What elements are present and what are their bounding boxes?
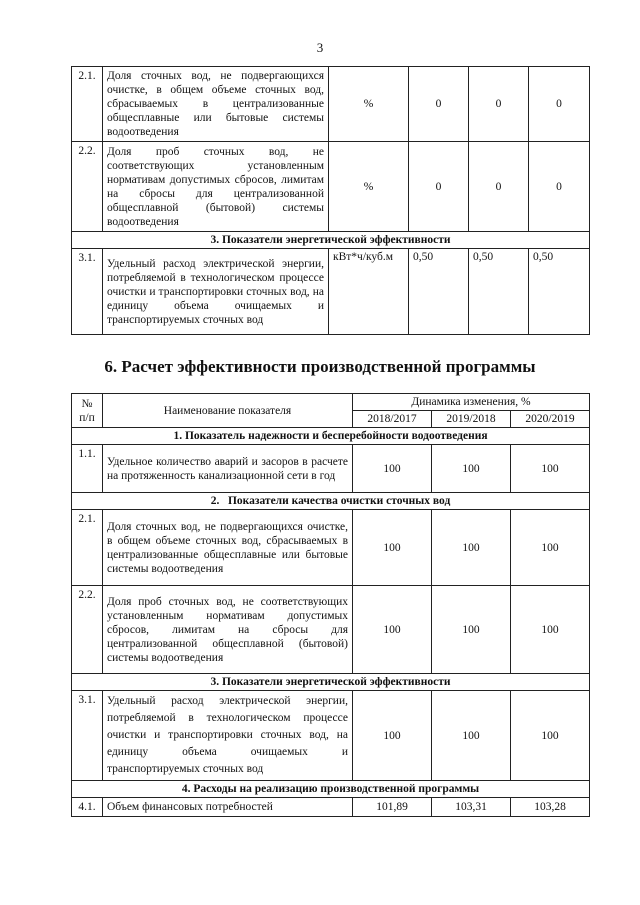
value-cell: 100 bbox=[353, 586, 432, 674]
value-cell: 100 bbox=[511, 691, 590, 781]
value-cell: 100 bbox=[432, 691, 511, 781]
value-cell: 0 bbox=[469, 67, 529, 142]
value-cell: 103,31 bbox=[432, 798, 511, 817]
year-header: 2019/2018 bbox=[432, 411, 511, 428]
indicator-name: Удельное количество аварий и засоров в расчете на протяженность канализационной сети в год bbox=[103, 445, 353, 493]
section-row bbox=[72, 493, 590, 510]
row-number: 3.1. bbox=[72, 249, 103, 335]
value-cell: 0 bbox=[529, 67, 590, 142]
table-row bbox=[72, 249, 590, 335]
value-cell: 0,50 bbox=[529, 249, 590, 335]
table-row bbox=[72, 445, 590, 493]
num-header-line2: п/п bbox=[79, 411, 95, 424]
year-header: 2018/2017 bbox=[353, 411, 432, 428]
value-cell: 100 bbox=[511, 445, 590, 493]
row-number: 2.1. bbox=[72, 510, 103, 586]
value-cell: 100 bbox=[432, 510, 511, 586]
value-cell: 0,50 bbox=[469, 249, 529, 335]
table-row bbox=[72, 67, 590, 142]
section-row bbox=[72, 428, 590, 445]
indicator-name: Доля проб сточных вод, не соответствующих установленным нормативам допустимых сбросов, лимитам на сбросы для централизованной общесплавной (бытовой) системы водоотведения bbox=[103, 142, 329, 232]
row-number: 2.2. bbox=[72, 142, 103, 232]
table-row bbox=[72, 691, 590, 781]
section-title: 3. Показатели энергетической эффективности bbox=[72, 232, 590, 249]
indicator-name: Удельный расход электрической энергии, потребляемой в технологическом процессе очистки и транспортировки сточных вод, на единицу объема очищаемых и транспортируемых сточных вод bbox=[103, 249, 329, 335]
row-number: 4.1. bbox=[72, 798, 103, 817]
section-title: 2. Показатели качества очистки сточных вод bbox=[72, 493, 590, 510]
value-cell: 0 bbox=[409, 142, 469, 232]
page-number: 3 bbox=[316, 40, 324, 55]
unit-cell: % bbox=[329, 142, 409, 232]
value-cell: 100 bbox=[511, 510, 590, 586]
value-cell: 0,50 bbox=[409, 249, 469, 335]
table-row bbox=[72, 798, 590, 817]
row-number: 3.1. bbox=[72, 691, 103, 781]
value-cell: 100 bbox=[511, 586, 590, 674]
indicator-name: Доля проб сточных вод, не соответствующих установленным нормативам допустимых сбросов, лимитам на сбросы для централизованной общесплавной (бытовой) системы водоотведения bbox=[103, 586, 353, 674]
section-heading: 6. Расчет эффективности производственной программы bbox=[104, 357, 536, 376]
table-row bbox=[72, 510, 590, 586]
indicator-name: Объем финансовых потребностей bbox=[103, 798, 353, 817]
value-cell: 101,89 bbox=[353, 798, 432, 817]
section-title: 1. Показатель надежности и бесперебойности водоотведения bbox=[72, 428, 590, 445]
indicators-table-continued bbox=[71, 66, 590, 335]
indicator-name: Доля сточных вод, не подвергающихся очистке, в общем объеме сточных вод, сбрасываемых в централизованные общесплавные или бытовые системы водоотведения bbox=[103, 67, 329, 142]
value-cell: 100 bbox=[432, 586, 511, 674]
section-row bbox=[72, 781, 590, 798]
efficiency-table bbox=[71, 393, 590, 817]
value-cell: 0 bbox=[529, 142, 590, 232]
value-cell: 103,28 bbox=[511, 798, 590, 817]
table-row bbox=[72, 586, 590, 674]
row-number: 1.1. bbox=[72, 445, 103, 493]
value-cell: 100 bbox=[432, 445, 511, 493]
value-cell: 100 bbox=[353, 510, 432, 586]
row-number: 2.2. bbox=[72, 586, 103, 674]
unit-cell: % bbox=[329, 67, 409, 142]
section-title: 4. Расходы на реализацию производственной программы bbox=[72, 781, 590, 798]
num-header bbox=[72, 394, 103, 428]
value-cell: 100 bbox=[353, 445, 432, 493]
section-row bbox=[72, 674, 590, 691]
table-row bbox=[72, 142, 590, 232]
indicator-name: Удельный расход электрической энергии, потребляемой в технологическом процессе очистки и транспортировки сточных вод, на единицу объема очищаемых и транспортируемых сточных вод bbox=[103, 691, 353, 781]
value-cell: 0 bbox=[469, 142, 529, 232]
unit-cell: кВт*ч/куб.м bbox=[329, 249, 409, 335]
num-header-line1: № bbox=[81, 397, 93, 410]
dynamics-header: Динамика изменения, % bbox=[353, 394, 590, 411]
indicator-name: Доля сточных вод, не подвергающихся очистке, в общем объеме сточных вод, сбрасываемых в централизованные общесплавные или бытовые системы водоотведения bbox=[103, 510, 353, 586]
value-cell: 0 bbox=[409, 67, 469, 142]
section-title: 3. Показатели энергетической эффективности bbox=[72, 674, 590, 691]
value-cell: 100 bbox=[353, 691, 432, 781]
section-row bbox=[72, 232, 590, 249]
name-header: Наименование показателя bbox=[103, 394, 353, 428]
year-header: 2020/2019 bbox=[511, 411, 590, 428]
header-row bbox=[72, 394, 590, 411]
row-number: 2.1. bbox=[72, 67, 103, 142]
